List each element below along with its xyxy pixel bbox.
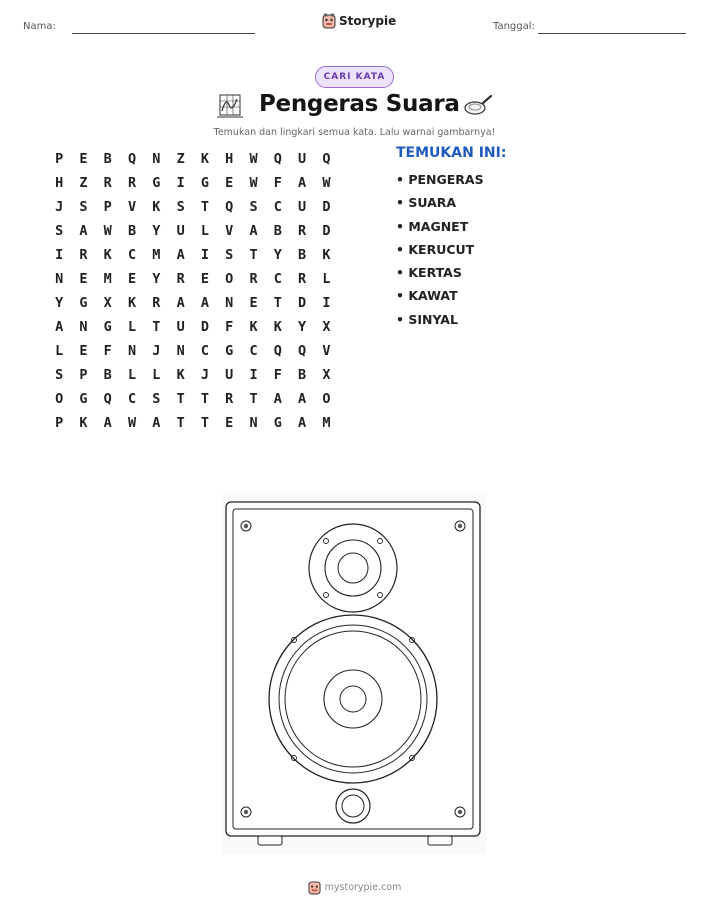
grid-row: [47, 219, 339, 243]
grid-cell[interactable]: T: [200, 415, 209, 431]
grid-cell[interactable]: N: [127, 343, 137, 359]
word-item: • SUARA: [396, 195, 457, 211]
grid-cell[interactable]: T: [273, 295, 282, 311]
grid-cell[interactable]: P: [79, 367, 88, 383]
grid-cell[interactable]: K: [103, 247, 112, 263]
word-item: • KAWAT: [396, 288, 458, 304]
grid-cell[interactable]: N: [225, 295, 234, 311]
grid-cell[interactable]: I: [55, 247, 64, 263]
grid-cell[interactable]: A: [176, 295, 185, 311]
grid-cell[interactable]: T: [200, 199, 209, 215]
footer-url[interactable]: mystorypie.com: [324, 882, 402, 893]
grid-cell[interactable]: W: [249, 151, 258, 167]
grid-cell[interactable]: L: [55, 343, 64, 359]
grid-row: [47, 339, 339, 363]
grid-cell[interactable]: F: [103, 343, 112, 359]
grid-cell[interactable]: T: [249, 247, 258, 263]
grid-cell[interactable]: K: [79, 415, 88, 431]
grid-cell[interactable]: V: [322, 343, 331, 359]
grid-row: [47, 267, 339, 291]
frying-pan-icon: [463, 93, 493, 119]
grid-cell[interactable]: E: [225, 415, 234, 431]
grid-cell[interactable]: E: [79, 343, 88, 359]
grid-cell[interactable]: A: [298, 415, 307, 431]
grid-cell[interactable]: D: [200, 319, 209, 335]
grid-cell[interactable]: G: [273, 415, 282, 431]
grid-cell[interactable]: E: [79, 151, 88, 167]
grid-row: [47, 411, 339, 435]
date-field[interactable]: [538, 33, 686, 34]
grid-cell[interactable]: J: [200, 367, 209, 383]
grid-cell[interactable]: X: [103, 295, 112, 311]
grid-cell[interactable]: L: [322, 271, 331, 287]
grid-cell[interactable]: F: [273, 367, 282, 383]
grid-cell[interactable]: X: [322, 367, 331, 383]
grid-cell[interactable]: V: [127, 199, 137, 215]
grid-cell[interactable]: X: [322, 319, 331, 335]
grid-cell[interactable]: Z: [176, 151, 185, 167]
grid-cell[interactable]: S: [249, 199, 258, 215]
grid-cell[interactable]: Y: [273, 247, 282, 263]
grid-row: [47, 291, 339, 315]
grid-cell[interactable]: S: [152, 391, 161, 407]
grid-cell[interactable]: R: [103, 175, 112, 191]
grid-cell[interactable]: N: [152, 151, 161, 167]
grid-cell[interactable]: S: [176, 199, 185, 215]
grid-cell[interactable]: T: [152, 319, 161, 335]
footer: [0, 880, 709, 895]
grid-cell[interactable]: K: [127, 295, 137, 311]
grid-cell[interactable]: I: [176, 175, 185, 191]
grid-cell[interactable]: F: [225, 319, 234, 335]
grid-cell[interactable]: C: [273, 199, 282, 215]
grid-cell[interactable]: T: [200, 391, 209, 407]
grid-cell[interactable]: K: [152, 199, 161, 215]
grid-cell[interactable]: C: [273, 271, 282, 287]
grid-cell[interactable]: W: [249, 175, 258, 191]
grid-cell[interactable]: Y: [152, 223, 161, 239]
word-list-title: TEMUKAN INI:: [396, 145, 507, 161]
grid-cell[interactable]: K: [249, 319, 258, 335]
grid-cell[interactable]: W: [103, 223, 112, 239]
grid-cell[interactable]: Q: [298, 343, 307, 359]
grid-cell[interactable]: Q: [273, 343, 282, 359]
grid-cell[interactable]: Z: [79, 175, 88, 191]
grid-cell[interactable]: D: [322, 223, 331, 239]
grid-cell[interactable]: U: [176, 319, 185, 335]
grid-cell[interactable]: R: [127, 175, 137, 191]
grid-cell[interactable]: Q: [322, 151, 331, 167]
instructions: Temukan dan lingkari semua kata. Lalu warnai gambarnya!: [213, 127, 496, 138]
grid-row: [47, 243, 339, 267]
grid-cell[interactable]: M: [152, 247, 161, 263]
grid-row: [47, 387, 339, 411]
grid-cell[interactable]: E: [225, 175, 234, 191]
grid-cell[interactable]: L: [127, 367, 137, 383]
name-field[interactable]: [72, 33, 255, 34]
grid-row: [47, 315, 339, 339]
title-row: [0, 91, 709, 125]
grid-cell[interactable]: Q: [127, 151, 137, 167]
grid-cell[interactable]: N: [176, 343, 185, 359]
grid-cell[interactable]: I: [249, 367, 258, 383]
grid-cell[interactable]: J: [55, 199, 64, 215]
grid-cell[interactable]: Q: [273, 151, 282, 167]
grid-cell[interactable]: W: [322, 175, 331, 191]
grid-cell[interactable]: Y: [298, 319, 307, 335]
brand-name: Storypie: [339, 14, 397, 28]
grid-cell[interactable]: S: [55, 367, 64, 383]
grid-cell[interactable]: P: [55, 415, 64, 431]
grid-cell[interactable]: A: [176, 247, 185, 263]
grid-cell[interactable]: R: [225, 391, 234, 407]
grid-cell[interactable]: A: [273, 391, 282, 407]
grid-cell[interactable]: E: [127, 271, 137, 287]
grid-cell[interactable]: F: [273, 175, 282, 191]
grid-cell[interactable]: H: [55, 175, 64, 191]
grid-cell[interactable]: I: [200, 247, 209, 263]
mascot-icon: [308, 880, 321, 895]
grid-cell[interactable]: P: [103, 199, 112, 215]
grid-row: [47, 171, 339, 195]
grid-cell[interactable]: A: [79, 223, 88, 239]
grid-cell[interactable]: E: [200, 271, 209, 287]
grid-cell[interactable]: E: [249, 295, 258, 311]
grid-cell[interactable]: U: [176, 223, 185, 239]
grid-cell[interactable]: O: [55, 391, 64, 407]
grid-cell[interactable]: U: [298, 199, 307, 215]
grid-cell[interactable]: G: [79, 295, 88, 311]
grid-cell[interactable]: R: [79, 247, 88, 263]
grid-cell[interactable]: K: [200, 151, 209, 167]
grid-cell[interactable]: G: [225, 343, 234, 359]
grid-cell[interactable]: O: [225, 271, 234, 287]
grid-cell[interactable]: O: [322, 391, 331, 407]
word-item: • PENGERAS: [396, 172, 484, 187]
grid-row: [47, 195, 339, 219]
grid-cell[interactable]: D: [322, 199, 331, 215]
grid-cell[interactable]: V: [225, 223, 234, 239]
grid-cell[interactable]: E: [79, 271, 88, 287]
grid-cell[interactable]: D: [298, 295, 307, 311]
word-item: • KERUCUT: [396, 241, 475, 257]
date-label: Tanggal:: [493, 21, 535, 32]
word-item: • MAGNET: [396, 218, 469, 234]
word-item: • KERTAS: [396, 265, 462, 281]
grid-cell[interactable]: N: [55, 271, 64, 287]
grid-cell[interactable]: R: [298, 223, 307, 239]
grid-cell[interactable]: B: [103, 367, 112, 383]
grid-cell[interactable]: T: [176, 415, 185, 431]
mascot-icon: [322, 13, 336, 29]
grid-cell[interactable]: B: [298, 247, 307, 263]
grid-cell[interactable]: K: [322, 247, 331, 263]
grid-cell[interactable]: A: [298, 175, 307, 191]
grid-cell[interactable]: Q: [225, 199, 234, 215]
grid-row: [47, 147, 339, 171]
word-item: • SINYAL: [396, 311, 458, 327]
page-title: Pengeras Suara: [259, 91, 460, 117]
grid-cell[interactable]: G: [79, 391, 88, 407]
grid-cell[interactable]: K: [176, 367, 185, 383]
grid-cell[interactable]: I: [322, 295, 331, 311]
grid-cell[interactable]: R: [152, 295, 161, 311]
activity-badge: CARI KATA: [315, 66, 394, 88]
grid-cell[interactable]: C: [249, 343, 258, 359]
grid-cell[interactable]: A: [152, 415, 161, 431]
grid-cell[interactable]: M: [103, 271, 112, 287]
grid-cell[interactable]: U: [298, 151, 307, 167]
grid-cell[interactable]: B: [103, 151, 112, 167]
grid-cell[interactable]: B: [127, 223, 137, 239]
grid-cell[interactable]: R: [176, 271, 185, 287]
grid-cell[interactable]: A: [249, 223, 258, 239]
grid-cell[interactable]: L: [200, 223, 209, 239]
grid-cell[interactable]: Y: [55, 295, 64, 311]
grid-cell[interactable]: N: [79, 319, 88, 335]
brand-logo: [322, 13, 396, 29]
grid-cell[interactable]: R: [298, 271, 307, 287]
grid-cell[interactable]: C: [127, 247, 137, 263]
grid-cell[interactable]: J: [152, 343, 161, 359]
grid-cell[interactable]: M: [322, 415, 331, 431]
name-label: Nama:: [23, 21, 56, 32]
grid-cell[interactable]: S: [225, 247, 234, 263]
chart-doodle-icon: [215, 91, 245, 121]
speaker-illustration: [222, 492, 486, 854]
grid-cell[interactable]: G: [152, 175, 161, 191]
grid-cell[interactable]: G: [103, 319, 112, 335]
grid-cell[interactable]: Y: [152, 271, 161, 287]
grid-cell[interactable]: C: [127, 391, 137, 407]
grid-cell[interactable]: A: [298, 391, 307, 407]
word-list: [396, 172, 484, 335]
grid-cell[interactable]: G: [200, 175, 209, 191]
grid-cell[interactable]: P: [55, 151, 64, 167]
grid-cell[interactable]: L: [152, 367, 161, 383]
grid-cell[interactable]: A: [103, 415, 112, 431]
grid-cell[interactable]: K: [273, 319, 282, 335]
grid-cell[interactable]: L: [127, 319, 137, 335]
grid-cell[interactable]: N: [249, 415, 258, 431]
grid-cell[interactable]: B: [298, 367, 307, 383]
grid-cell[interactable]: H: [225, 151, 234, 167]
grid-cell[interactable]: R: [249, 271, 258, 287]
grid-cell[interactable]: S: [55, 223, 64, 239]
grid-cell[interactable]: U: [225, 367, 234, 383]
grid-cell[interactable]: W: [127, 415, 137, 431]
grid-row: [47, 363, 339, 387]
grid-cell[interactable]: Q: [103, 391, 112, 407]
grid-cell[interactable]: T: [176, 391, 185, 407]
letter-grid: [47, 147, 339, 435]
grid-cell[interactable]: C: [200, 343, 209, 359]
grid-cell[interactable]: S: [79, 199, 88, 215]
grid-cell[interactable]: T: [249, 391, 258, 407]
grid-cell[interactable]: A: [55, 319, 64, 335]
grid-cell[interactable]: A: [200, 295, 209, 311]
grid-cell[interactable]: B: [273, 223, 282, 239]
